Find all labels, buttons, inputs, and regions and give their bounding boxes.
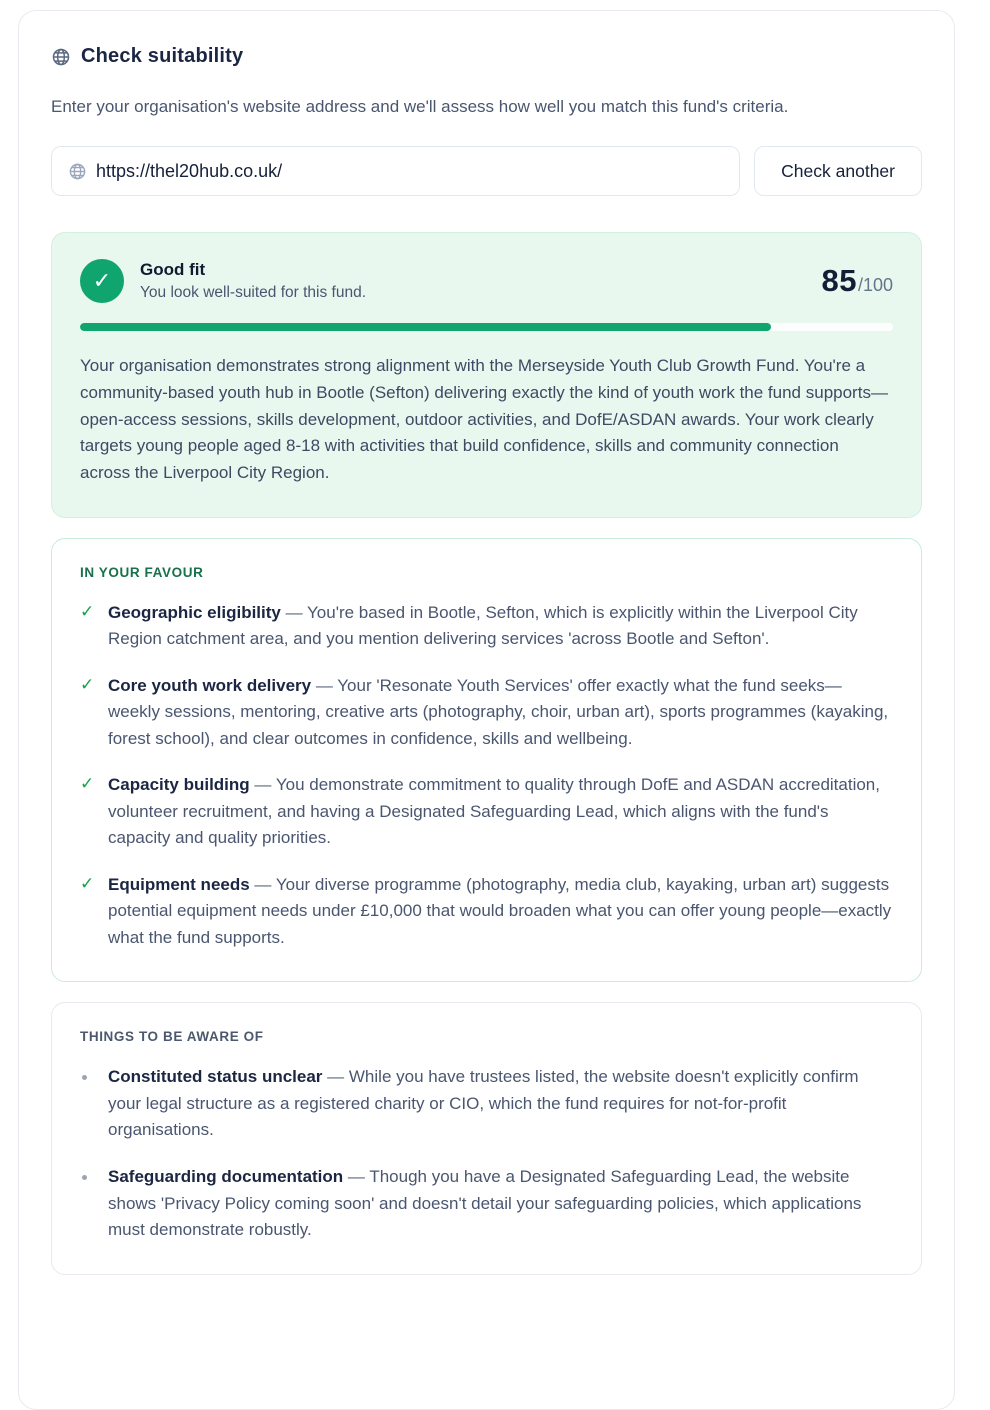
item-description: While you have trustees listed, the website doesn't explicitly confirm your legal structure as a registered charity or CIO, which the fund requires for not-for-profit organisations. (108, 1067, 859, 1140)
suitability-result-card (51, 232, 922, 517)
item-separator: — (254, 874, 272, 894)
page-title: Check suitability (81, 45, 244, 67)
item-separator: — (254, 775, 272, 795)
bullet-dot-icon (82, 1075, 87, 1080)
aware-list (80, 1064, 893, 1243)
list-item (80, 600, 893, 653)
favour-list (80, 600, 893, 952)
score-block (821, 259, 893, 299)
things-to-be-aware-card (51, 1002, 922, 1274)
item-term: Capacity building (108, 775, 250, 795)
check-icon: ✓ (80, 774, 95, 794)
result-header (80, 259, 893, 303)
website-url-value: https://thel20hub.co.uk/ (96, 160, 283, 181)
bullet-column (80, 1064, 108, 1144)
item-separator: — (285, 602, 303, 622)
globe-icon (51, 47, 71, 67)
score-progress-track (80, 323, 893, 331)
item-term: Core youth work delivery (108, 675, 312, 695)
item-description: Though you have a Designated Safeguarding Lead, the website shows 'Privacy Policy coming soon' and doesn't detail your safeguarding policies, which applications must demonstrate robustly. (108, 1167, 862, 1240)
item-term: Geographic eligibility (108, 602, 281, 622)
verdict-texts (140, 259, 366, 302)
globe-icon (68, 162, 87, 181)
result-summary: Your organisation demonstrates strong alignment with the Merseyside Youth Club Growth Fund. You're a community-based youth hub in Bootle (Sefton) delivering exactly the kind of youth work the fund supports—open-access sessions, skills development, outdoor activities, and DofE/ASDAN awards. Your work clearly targets young people aged 8-18 with activities that build confidence, skills and community connection across the Liverpool City Region. (80, 356, 888, 483)
check-icon: ✓ (80, 873, 95, 893)
item-description: You're based in Bootle, Sefton, which is explicitly within the Liverpool City Region catchment area, and you mention delivering services 'across Bootle and Sefton'. (108, 602, 858, 649)
aware-heading: THINGS TO BE AWARE OF (80, 1029, 264, 1045)
item-term: Constituted status unclear (108, 1067, 323, 1087)
check-suitability-panel (18, 10, 955, 1410)
list-item (80, 772, 893, 852)
bullet-column (80, 673, 108, 753)
item-separator: — (347, 1167, 365, 1186)
list-item (80, 1064, 893, 1144)
bullet-column (80, 600, 108, 653)
item-description: Your 'Resonate Youth Services' offer exactly what the fund seeks—weekly sessions, mentoring, creative arts (photography, choir, urban art), sports programmes (kayaking, forest school), and clear outcomes in confidence, skills and wellbeing. (108, 675, 889, 748)
in-your-favour-card (51, 538, 922, 983)
check-circle-icon: ✓ (80, 259, 124, 303)
bullet-column (80, 872, 108, 952)
list-item (80, 1164, 893, 1244)
score-max: /100 (857, 275, 893, 296)
bullet-dot-icon (82, 1175, 87, 1180)
panel-header (51, 45, 922, 68)
item-term: Safeguarding documentation (108, 1167, 344, 1186)
url-form (51, 146, 922, 196)
item-description: You demonstrate commitment to quality through DofE and ASDAN accreditation, volunteer recruitment, and having a Designated Safeguarding Lead, which aligns with the fund's capacity and quality priorities. (108, 775, 880, 848)
verdict-title: Good fit (140, 260, 206, 280)
bullet-column (80, 1164, 108, 1244)
check-icon: ✓ (80, 674, 95, 694)
item-separator: — (327, 1067, 345, 1087)
list-item (80, 872, 893, 952)
check-icon: ✓ (80, 601, 95, 621)
verdict-subtitle: You look well-suited for this fund. (140, 284, 367, 302)
score-value: 85 (821, 263, 857, 299)
intro-text: Enter your organisation's website address and we'll assess how well you match this fund's criteria. (51, 97, 789, 116)
check-another-button[interactable]: Check another (754, 146, 922, 196)
website-url-input[interactable] (51, 146, 740, 196)
list-item (80, 673, 893, 753)
item-description: Your diverse programme (photography, media club, kayaking, urban art) suggests potential equipment needs under £10,000 that would broaden what you can offer young people—exactly what the fund supports. (108, 874, 892, 947)
bullet-column (80, 772, 108, 852)
favour-heading: IN YOUR FAVOUR (80, 564, 204, 580)
score-progress-fill (80, 323, 771, 331)
item-separator: — (315, 675, 333, 695)
item-term: Equipment needs (108, 874, 250, 894)
